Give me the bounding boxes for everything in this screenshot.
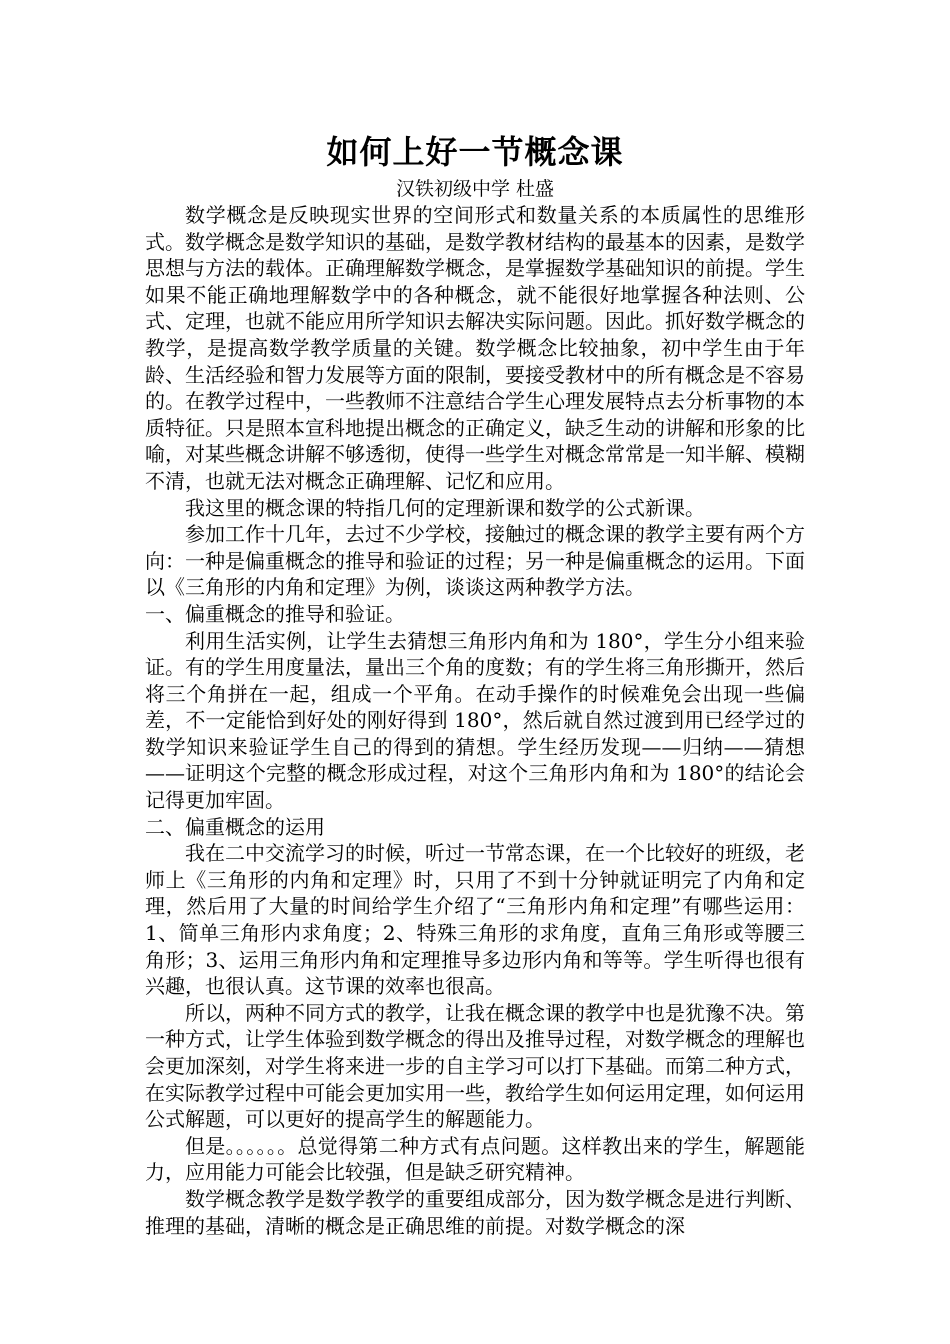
document-title: 如何上好一节概念课 [326, 133, 624, 171]
paragraph: 数学概念是反映现实世界的空间形式和数量关系的本质属性的思维形式。数学概念是数学知识的基础，是数学教材结构的最基本的因素，是数学思想与方法的载体。正确理解数学概念，是掌握数学基础知识的前提。学生如果不能正确地理解数学中的各种概念，就不能很好地掌握各种法则、公式、定理，也就不能应用所学知识去解决实际问题。因此。抓好数学概念的教学，是提高数学教学质量的关键。数学概念比较抽象，初中学生由于年龄、生活经验和智力发展等方面的限制，要接受教材中的所有概念是不容易的。在教学过程中，一些教师不注意结合学生心理发展特点去分析事物的本质特征。只是照本宣科地提出概念的正确定义，缺乏生动的讲解和形象的比喻，对某些概念讲解不够透彻，使得一些学生对概念常常是一知半解、模糊不清，也就无法对概念正确理解、记忆和应用。 [145, 203, 805, 493]
author-line: 汉铁初级中学 杜盛 [395, 178, 555, 200]
document-page [145, 128, 805, 1239]
section-heading: 一、偏重概念的推导和验证。 [145, 601, 405, 626]
paragraph: 我在二中交流学习的时候，听过一节常态课，在一个比较好的班级，老师上《三角形的内角和定理》时，只用了不到十分钟就证明完了内角和定理，然后用了大量的时间给学生介绍了“三角形内角和定理”有哪些运用：1、简单三角形内求角度；2、特殊三角形的求角度，直角三角形或等腰三角形；3、运用三角形内角和定理推导多边形内角和等等。学生听得也很有兴趣，也很认真。这节课的效率也很高。 [145, 841, 805, 999]
paragraph: 我这里的概念课的特指几何的定理新课和数学的公式新课。 [185, 495, 705, 520]
paragraph: 但是。。。。。。总觉得第二种方式有点问题。这样教出来的学生，解题能力，应用能力可能会比较强，但是缺乏研究精神。 [145, 1133, 805, 1185]
paragraph: 所以，两种不同方式的教学，让我在概念课的教学中也是犹豫不决。第一种方式，让学生体验到数学概念的得出及推导过程，对数学概念的理解也会更加深刻，对学生将来进一步的自主学习可以打下基础。而第二种方式，在实际教学过程中可能会更加实用一些，教给学生如何运用定理，如何运用公式解题，可以更好的提高学生的解题能力。 [145, 1000, 805, 1132]
paragraph: 利用生活实例，让学生去猜想三角形内角和为 180°，学生分小组来验证。有的学生用度量法，量出三个角的度数；有的学生将三角形撕开，然后将三个角拼在一起，组成一个平角。在动手操作的时候难免会出现一些偏差，不一定能恰到好处的刚好得到 180°，然后就自然过渡到用已经学过的数学知识来验证学生自己的得到的猜想。学生经历发现——归纳——猜想——证明这个完整的概念形成过程，对这个三角形内角和为 180°的结论会记得更加牢固。 [145, 628, 805, 813]
paragraph: 数学概念教学是数学教学的重要组成部分，因为数学概念是进行判断、推理的基础，清晰的概念是正确思维的前提。对数学概念的深 [145, 1186, 805, 1238]
paragraph: 参加工作十几年，去过不少学校，接触过的概念课的教学主要有两个方向：一种是偏重概念的推导和验证的过程；另一种是偏重概念的运用。下面以《三角形的内角和定理》为例，谈谈这两种教学方法。 [145, 522, 805, 600]
document-body [145, 202, 805, 1239]
section-heading: 二、偏重概念的运用 [145, 814, 325, 839]
